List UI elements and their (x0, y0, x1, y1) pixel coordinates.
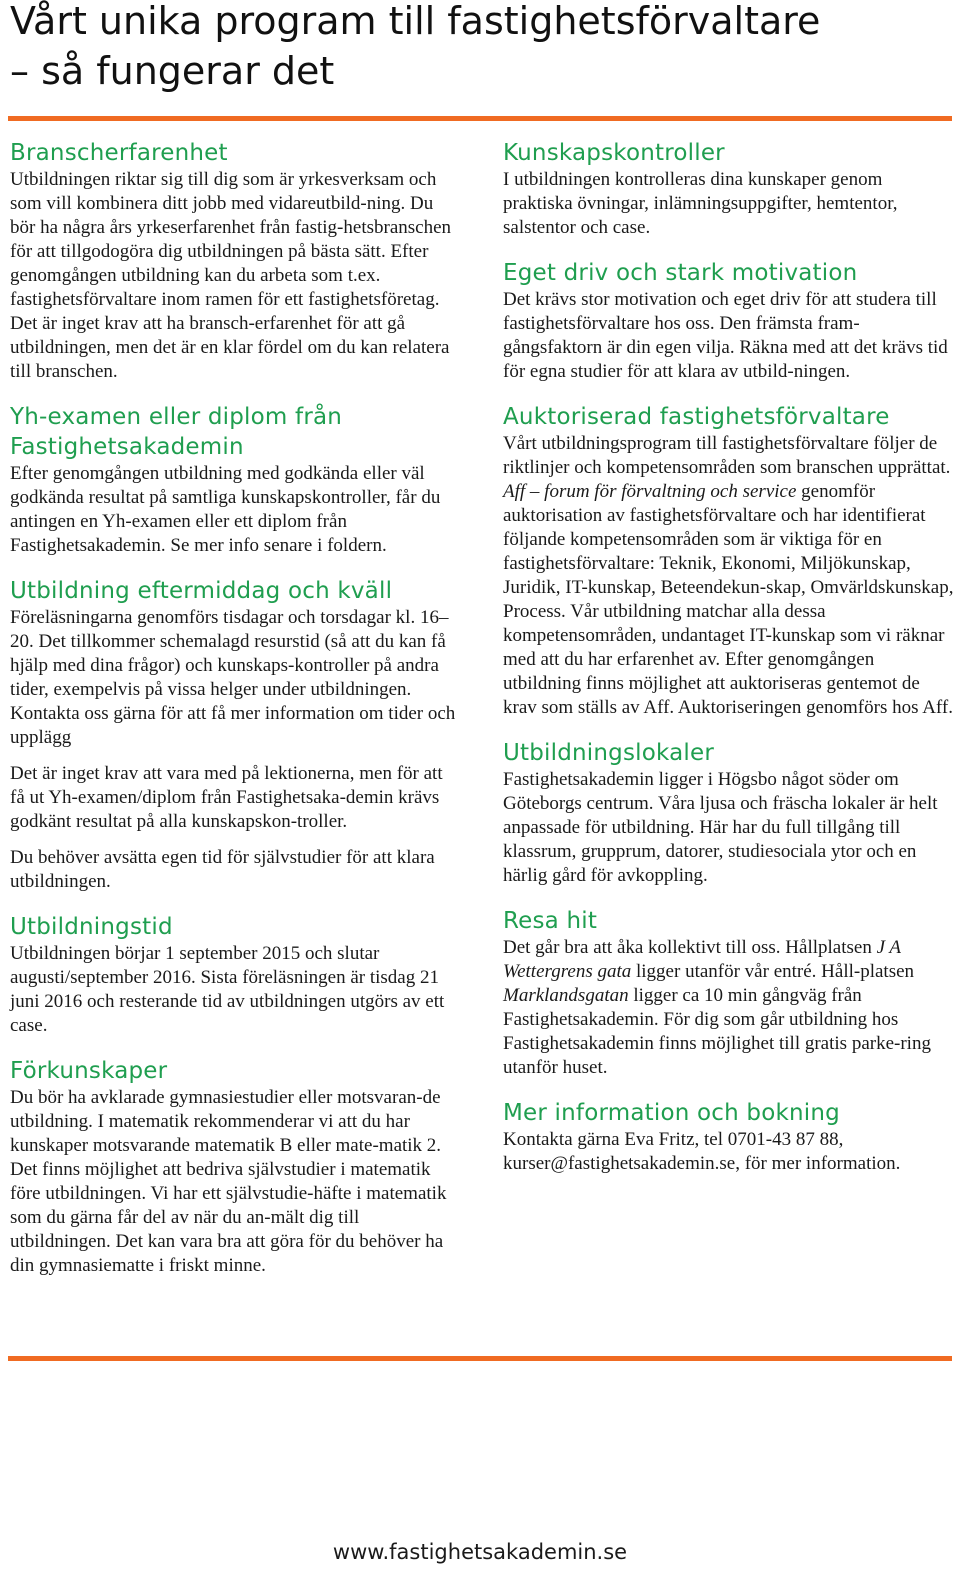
section-kunskapskontroller (503, 138, 955, 240)
body-text: ligger ca 10 min gångväg från Fastighetsakademin. För dig som går utbildning hos Fastighetsakademin finns möjlighet till gratis parke-ring utanför huset. (503, 985, 931, 1078)
section-body: Du bör ha avklarade gymnasiestudier eller motsvaran-de utbildning. I matematik rekommenderar vi att du har kunskaper motsvarande matematik B eller mate-matik 2. Det finns möjlighet att bedriva självstudier i matematik före utbildningen. Vi har ett självstudie-häfte i matematik som du gärna får del av när du an-mält dig till utbildningen. Det kan vara bra att göra för du behöver ha din gymnasiematte i friskt minne. (10, 1087, 447, 1276)
section-forkunskaper (10, 1056, 460, 1278)
section-body: Det är inget krav att vara med på lektionerna, men för att få ut Yh-examen/diplom från Fastighetsaka-demin krävs godkänt resultat på alla kunskapskon-troller. (10, 763, 443, 832)
section-eget-driv (503, 258, 955, 384)
section-body: Utbildningen riktar sig till dig som är yrkesverksam och som vill kombinera ditt jobb med vidareutbild-ning. Du bör ha några års yrkeserfarenhet från fastig-hetsbranschen för att tillgodogöra dig utbildningen på bästa sätt. Efter genomgången utbildning kan du arbeta som t.ex. fastighetsförvaltare inom ramen för ett fastighetsföretag. Det är inget krav att ha bransch-erfarenhet för att gå utbildningen, men det är en klar fördel om du kan relatera till branschen. (10, 169, 452, 382)
section-body: Det krävs stor motivation och eget driv för att studera till fastighetsförvaltare hos oss. Den främsta fram-gångsfaktorn är din egen vilja. Räkna med att det krävs tid för egna studier för att klara av utbild-ningen. (503, 289, 948, 382)
section-body: Du behöver avsätta egen tid för självstudier för att klara utbildningen. (10, 847, 435, 892)
body-text: Vårt utbildningsprogram till fastighetsförvaltare följer de riktlinjer och kompetensområden som branschen upprättat. (503, 433, 951, 478)
page-title (10, 0, 820, 96)
section-resa-hit (503, 906, 955, 1080)
section-auktoriserad (503, 402, 955, 720)
section-utbildningstid (10, 912, 460, 1038)
top-orange-divider (8, 116, 952, 121)
section-body: Kontakta gärna Eva Fritz, tel 0701-43 87 88, kurser@fastighetsakademin.se, för mer information. (503, 1129, 901, 1174)
section-heading: Auktoriserad fastighetsförvaltare (503, 404, 890, 430)
section-heading: Yh-examen eller diplom från Fastighetsakademin (10, 404, 343, 460)
section-body: Efter genomgången utbildning med godkända eller väl godkända resultat på samtliga kunskapskontroller, får du antingen en Yh-examen eller ett diplom från Fastighetsakademin. Se mer info senare i foldern. (10, 463, 441, 556)
section-heading: Utbildningslokaler (503, 740, 715, 766)
left-column (10, 138, 460, 1296)
section-branscherfarenhet (10, 138, 460, 384)
right-column (503, 138, 955, 1194)
section-heading: Förkunskaper (10, 1058, 168, 1084)
section-yh-examen (10, 402, 460, 558)
section-heading: Utbildning eftermiddag och kväll (10, 578, 393, 604)
body-text: genomför auktorisation av fastighetsförvaltare och har identifierat följande kompetensområden som är viktiga för en fastighetsförvaltare: Teknik, Ekonomi, Miljökunskap, Juridik, IT-kunskap, Beteendekun-skap, Omvärldskunskap, Process. Vår utbildning matchar alla dessa kompetensområden, undantaget IT-kunskap som vi räknar med att du har erfarenhet av. Efter genomgången utbildning finns möjlighet att auktoriseras gentemot de krav som ställs av Aff. Auktoriseringen genomförs hos Aff. (503, 481, 954, 718)
section-body (503, 432, 955, 720)
section-eftermiddag-kvall (10, 576, 460, 894)
section-heading: Eget driv och stark motivation (503, 260, 858, 286)
section-utbildningslokaler (503, 738, 955, 888)
section-body: Utbildningen börjar 1 september 2015 och slutar augusti/september 2016. Sista föreläsningen är tisdag 21 juni 2016 och resterande tid av utbildningen utgörs av ett case. (10, 943, 445, 1036)
section-heading: Resa hit (503, 908, 598, 934)
body-text: ligger utanför vår entré. Håll-platsen (636, 961, 915, 982)
stop-name-italic: J A Wettergrens gata (503, 937, 901, 982)
bottom-orange-divider (8, 1356, 952, 1361)
section-body: I utbildningen kontrolleras dina kunskaper genom praktiska övningar, inlämningsuppgifter, hemtentor, salstentor och case. (503, 169, 898, 238)
body-text: Det går bra att åka kollektivt till oss. Hållplatsen (503, 937, 872, 958)
section-heading: Mer information och bokning (503, 1100, 840, 1126)
website-url[interactable]: www.fastighetsakademin.se (332, 1540, 628, 1564)
section-heading: Branscherfarenhet (10, 140, 228, 166)
stop-name-italic: Marklandsgatan (503, 985, 629, 1006)
section-heading: Utbildningstid (10, 914, 173, 940)
section-mer-information (503, 1098, 955, 1176)
section-heading: Kunskapskontroller (503, 140, 725, 166)
page-title-line-1: Vårt unika program till fastighetsförvaltare (10, 0, 821, 43)
page-title-line-2: – så fungerar det (10, 49, 335, 93)
section-body (503, 936, 955, 1080)
section-body: Föreläsningarna genomförs tisdagar och torsdagar kl. 16–20. Det tillkommer schemalagd resurstid (så att du kan få hjälp med dina frågor) och kunskaps-kontroller på andra tider, exempelvis på vissa helger under utbildningen. Kontakta oss gärna för att få mer information om tider och upplägg (10, 607, 456, 748)
section-body: Fastighetsakademin ligger i Högsbo något söder om Göteborgs centrum. Våra ljusa och fräscha lokaler är helt anpassade för utbildning. Här har du full tillgång till klassrum, grupprum, datorer, studiesociala ytor och en härlig gård för avkoppling. (503, 769, 938, 886)
aff-name-italic: Aff – forum för förvaltning och service (503, 481, 797, 502)
